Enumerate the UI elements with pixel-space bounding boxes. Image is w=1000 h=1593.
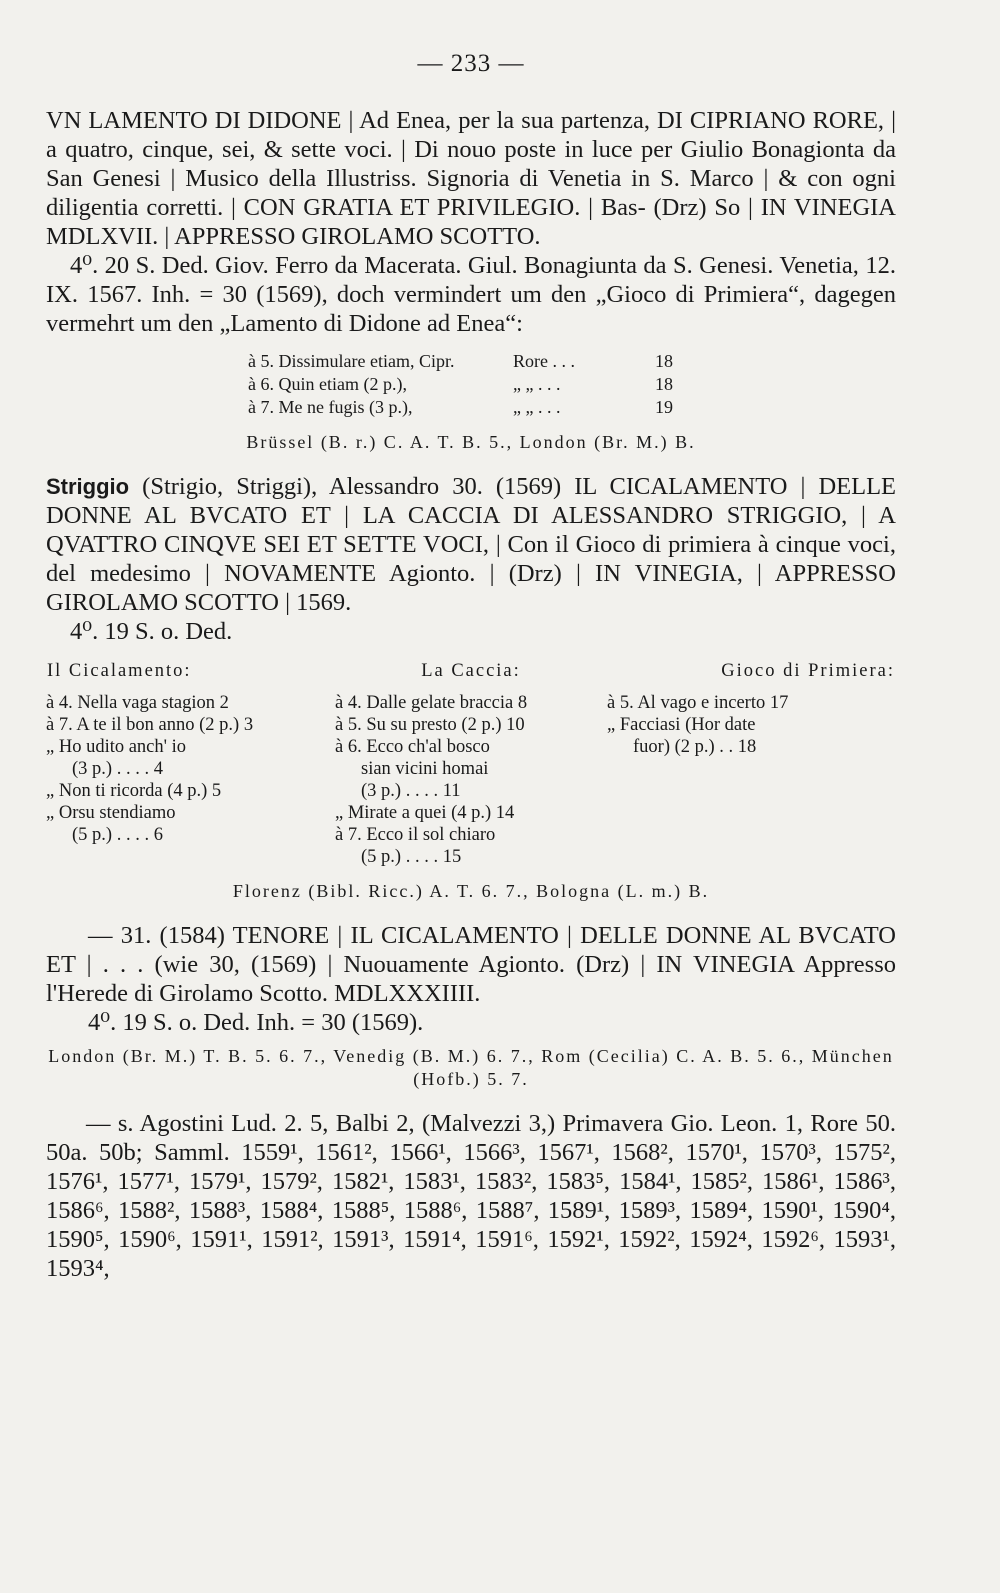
list-item: „ Mirate a quei (4 p.) 14	[335, 803, 515, 823]
contents-author: Rore . . .	[513, 351, 575, 371]
list-item: (3 p.) . . . . 4	[72, 759, 163, 779]
list-item: à 6. Ecco ch'al bosco	[335, 737, 490, 757]
list-item: fuor) (2 p.) . . 18	[633, 737, 757, 757]
entry-lamento-meta: 4⁰. 20 S. Ded. Giov. Ferro da Macerata. Giul. Bonagiunta da S. Genesi. Venetia, 12. IX. 1567. Inh. = 30 (1569), doch vermindert um den „Gioco di Primiera“, dagegen vermehrt um den „Lamento di Didone ad Enea“:	[46, 252, 896, 337]
list-item: sian vicini homai	[361, 759, 489, 779]
list-item: à 5. Su su presto (2 p.) 10	[335, 715, 525, 735]
contents-page: 18	[655, 374, 673, 394]
col-caccia	[335, 692, 607, 868]
entry-lamento-contents	[248, 350, 896, 419]
entry-tenore-meta: 4⁰. 19 S. o. Ded. Inh. = 30 (1569).	[88, 1009, 424, 1036]
list-item: (5 p.) . . . . 6	[72, 825, 163, 845]
list-item: à 5. Al vago e incerto 17	[607, 693, 789, 713]
contents-page: 19	[655, 397, 673, 417]
composer-name: Striggio	[46, 474, 130, 499]
entry-striggio-locations: Florenz (Bibl. Ricc.) A. T. 6. 7., Bologna (L. m.) B.	[232, 881, 710, 901]
page	[46, 50, 896, 1283]
contents-row	[248, 396, 896, 419]
entry-lamento-title: VN LAMENTO DI DIDONE | Ad Enea, per la sua partenza, DI CIPRIANO RORE, | a quatro, cinque, sei, & sette voci. | Di nouo poste in luce per Giulio Bonagionta da San Genesi | Musico della Illustriss. Signoria di Venetia in S. Marco | & con ogni diligentia corretti. | CON GRATIA ET PRIVILEGIO. | Bas- (Drz) So | IN VINEGIA MDLXVII. | APPRESSO GIROLAMO SCOTTO.	[46, 107, 896, 250]
contents-title: à 7. Me ne fugis (3 p.),	[248, 397, 413, 417]
list-item: à 7. Ecco il sol chiaro	[335, 825, 496, 845]
entry-striggio	[46, 472, 896, 617]
col-header-caccia: La Caccia:	[421, 661, 521, 681]
col-primiera	[607, 692, 896, 868]
contents-title: à 6. Quin etiam (2 p.),	[248, 374, 407, 394]
entry-tenore-locations: London (Br. M.) T. B. 5. 6. 7., Venedig (B. M.) 6. 7., Rom (Cecilia) C. A. B. 5. 6., München (Hofb.) 5. 7.	[48, 1046, 894, 1089]
list-item: „ Non ti ricorda (4 p.) 5	[46, 781, 222, 801]
col-header-cicalamento: Il Cicalamento:	[47, 661, 192, 681]
page-number: — 233 —	[417, 50, 525, 77]
list-item: à 7. A te il bon anno (2 p.) 3	[46, 715, 254, 735]
list-item: à 4. Dalle gelate braccia 8	[335, 693, 528, 713]
list-item: (3 p.) . . . . 11	[361, 781, 461, 801]
list-item: „ Orsu stendiamo	[46, 803, 176, 823]
entry-striggio-meta: 4⁰. 19 S. o. Ded.	[70, 618, 233, 645]
list-item: „ Ho udito anch' io	[46, 737, 186, 757]
contents-author: „ „ . . .	[513, 374, 561, 394]
contents-row	[248, 373, 896, 396]
entry-lamento-locations: Brüssel (B. r.) C. A. T. B. 5., London (Br. M.) B.	[246, 432, 696, 452]
contents-row	[248, 350, 896, 373]
entry-see-also: — s. Agostini Lud. 2. 5, Balbi 2, (Malvezzi 3,) Primavera Gio. Leon. 1, Rore 50. 50a. 50b; Samml. 1559¹, 1561², 1566¹, 1566³, 1567¹, 1568², 1570¹, 1570³, 1575², 1576¹, 1577¹, 1579¹, 1579², 1582¹, 1583¹, 1583², 1583⁵, 1584¹, 1585², 1586¹, 1586³, 1586⁶, 1588², 1588³, 1588⁴, 1588⁵, 1588⁶, 1588⁷, 1589¹, 1589³, 1589⁴, 1590¹, 1590⁴, 1590⁵, 1590⁶, 1591¹, 1591², 1591³, 1591⁴, 1591⁶, 1592¹, 1592², 1592⁴, 1592⁶, 1593¹, 1593⁴,	[46, 1110, 896, 1282]
col-cicalamento	[46, 692, 335, 868]
entry-striggio-title: (Strigio, Striggi), Alessandro 30. (1569) IL CICALAMENTO | DELLE DONNE AL BVCATO ET | LA CACCIA DI ALESSANDRO STRIGGIO, | A QVATTRO CINQVE SEI ET SETTE VOCI, | Con il Gioco di primiera à cinque voci, del medesimo | NOVAMENTE Agionto. | (Drz) | IN VINEGIA, | APPRESSO GIROLAMO SCOTTO | 1569.	[46, 473, 896, 616]
list-item: „ Facciasi (Hor date	[607, 715, 756, 735]
entry-tenore: — 31. (1584) TENORE | IL CICALAMENTO | DELLE DONNE AL BVCATO ET | . . . (wie 30, (1569) | Nuouamente Agionto. (Drz) | IN VINEGIA Appresso l'Herede di Girolamo Scotto. MDLXXXIIII.	[46, 922, 896, 1007]
list-item: (5 p.) . . . . 15	[361, 847, 462, 867]
list-item: à 4. Nella vaga stagion 2	[46, 693, 229, 713]
contents-author: „ „ . . .	[513, 397, 561, 417]
col-header-primiera: Gioco di Primiera:	[721, 661, 895, 681]
contents-title: à 5. Dissimulare etiam, Cipr.	[248, 351, 455, 371]
striggio-contents-table	[46, 660, 896, 868]
contents-page: 18	[655, 351, 673, 371]
